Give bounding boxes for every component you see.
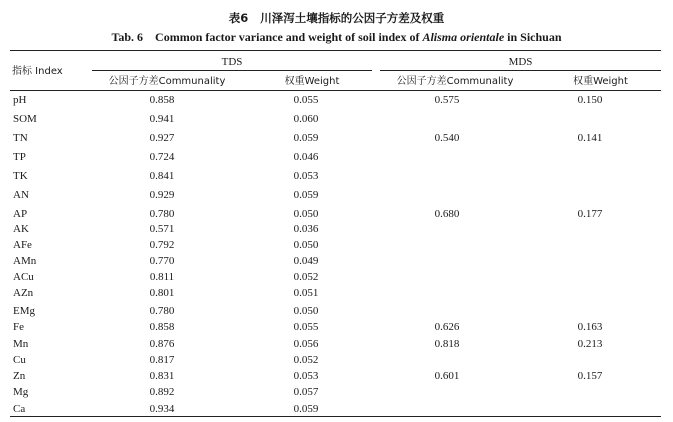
tds-weight-cell: 0.052 [293, 271, 319, 283]
tds-weight-cell: 0.055 [293, 94, 319, 106]
table-label-cn: 表6 [228, 11, 249, 25]
mds-communality-cell: 0.575 [434, 94, 460, 106]
tds-communality-header: 公因子方差Communality [108, 76, 226, 87]
index-column-header: 指标 Index [12, 66, 63, 77]
tds-communality-cell: 0.858 [149, 94, 175, 106]
tds-weight-cell: 0.050 [293, 208, 319, 220]
tds-communality-cell: 0.858 [149, 321, 175, 333]
tds-communality-cell: 0.817 [149, 354, 175, 366]
mds-weight-cell: 0.150 [577, 94, 603, 106]
tds-communality-cell: 0.841 [149, 170, 175, 182]
tds-weight-cell: 0.060 [293, 113, 319, 125]
tds-weight-cell: 0.055 [293, 321, 319, 333]
index-cell: SOM [13, 113, 37, 125]
mds-weight-cell: 0.141 [577, 132, 603, 144]
table-top-rule [10, 50, 661, 51]
table-title-en-prefix: Common factor variance and weight of soil index of [155, 30, 420, 44]
index-cell: pH [13, 94, 27, 106]
index-cell: EMg [13, 305, 35, 317]
mds-communality-cell: 0.540 [434, 132, 460, 144]
index-cell: ACu [13, 271, 34, 283]
mds-communality-cell: 0.626 [434, 321, 460, 333]
mds-weight-cell: 0.177 [577, 208, 603, 220]
tds-communality-cell: 0.831 [149, 370, 175, 382]
tds-weight-cell: 0.036 [293, 223, 319, 235]
table-title-en-species: Alisma orientale [422, 30, 505, 44]
index-cell: TK [13, 170, 28, 182]
mds-communality-cell: 0.601 [434, 370, 460, 382]
mds-group-header: MDS [508, 56, 533, 68]
index-cell: Ca [13, 403, 26, 415]
index-cell: AK [13, 223, 29, 235]
tds-weight-cell: 0.053 [293, 170, 319, 182]
mds-communality-cell: 0.680 [434, 208, 460, 220]
tds-communality-cell: 0.941 [149, 113, 175, 125]
tds-communality-cell: 0.892 [149, 386, 175, 398]
tds-weight-cell: 0.052 [293, 354, 319, 366]
index-cell: AMn [13, 255, 37, 267]
index-cell: AN [13, 189, 29, 201]
tds-weight-cell: 0.046 [293, 151, 319, 163]
tds-weight-cell: 0.057 [293, 386, 319, 398]
tds-communality-cell: 0.780 [149, 305, 175, 317]
mds-weight-cell: 0.163 [577, 321, 603, 333]
tds-weight-cell: 0.049 [293, 255, 319, 267]
mds-communality-header: 公因子方差Communality [396, 76, 514, 87]
tds-weight-cell: 0.050 [293, 305, 319, 317]
tds-communality-cell: 0.780 [149, 208, 175, 220]
table-bottom-rule [10, 416, 661, 417]
tds-weight-cell: 0.053 [293, 370, 319, 382]
tds-weight-cell: 0.051 [293, 287, 319, 299]
table-header-rule [10, 90, 661, 91]
mds-communality-cell: 0.818 [434, 338, 460, 350]
tds-communality-cell: 0.571 [149, 223, 175, 235]
tds-communality-cell: 0.876 [149, 338, 175, 350]
tds-weight-cell: 0.059 [293, 189, 319, 201]
table-title-en-suffix: in Sichuan [507, 30, 562, 44]
index-cell: TP [13, 151, 26, 163]
table-title-cn: 川泽泻土壤指标的公因子方差及权重 [260, 11, 445, 25]
index-cell: Fe [13, 321, 24, 333]
mds-group-rule [380, 70, 661, 71]
tds-communality-cell: 0.811 [149, 271, 175, 283]
tds-communality-cell: 0.770 [149, 255, 175, 267]
index-cell: TN [13, 132, 28, 144]
tds-weight-cell: 0.059 [293, 403, 319, 415]
tds-communality-cell: 0.929 [149, 189, 175, 201]
index-cell: AP [13, 208, 28, 220]
tds-communality-cell: 0.724 [149, 151, 175, 163]
index-cell: AFe [13, 239, 32, 251]
table-caption-en [0, 30, 673, 45]
index-cell: Cu [13, 354, 26, 366]
tds-communality-cell: 0.927 [149, 132, 175, 144]
mds-weight-cell: 0.213 [577, 338, 603, 350]
index-cell: Zn [13, 370, 26, 382]
tds-weight-cell: 0.050 [293, 239, 319, 251]
tds-weight-cell: 0.059 [293, 132, 319, 144]
tds-weight-cell: 0.056 [293, 338, 319, 350]
tds-group-header: TDS [221, 56, 243, 68]
index-cell: AZn [13, 287, 34, 299]
index-cell: Mg [13, 386, 29, 398]
mds-weight-header: 权重Weight [573, 76, 628, 87]
mds-weight-cell: 0.157 [577, 370, 603, 382]
index-cell: Mn [13, 338, 29, 350]
tds-group-rule [92, 70, 372, 71]
table-label-en: Tab. 6 [111, 30, 144, 44]
tds-communality-cell: 0.792 [149, 239, 175, 251]
tds-weight-header: 权重Weight [284, 76, 340, 87]
tds-communality-cell: 0.801 [149, 287, 175, 299]
table-caption-cn [0, 10, 673, 26]
tds-communality-cell: 0.934 [149, 403, 175, 415]
